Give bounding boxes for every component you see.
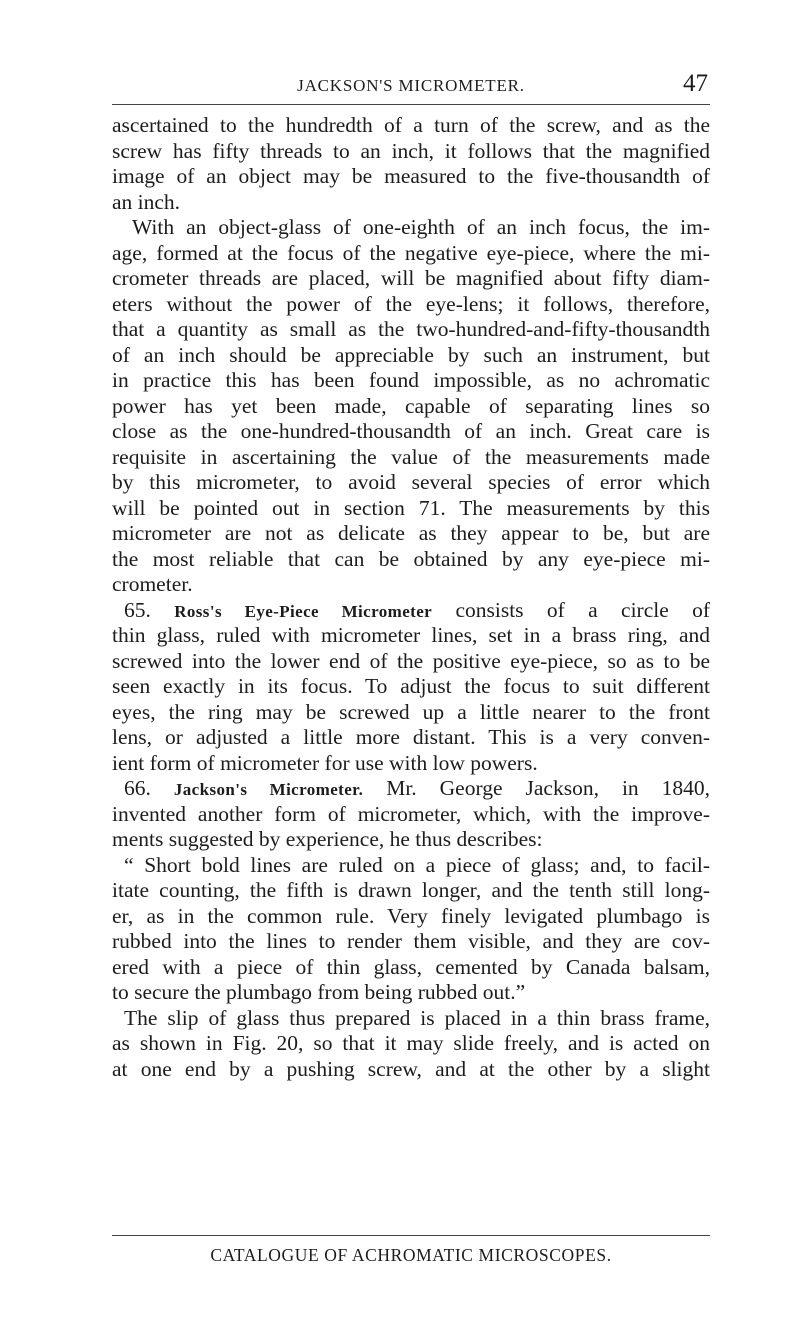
section-heading: Jackson's Micrometer.: [173, 780, 364, 799]
section-number: 65.: [124, 597, 151, 622]
text-line: ments suggested by experience, he thus describes:: [112, 827, 543, 851]
text-line: thin glass, ruled with micrometer lines, set in a brass ring, and: [112, 623, 710, 647]
text-line: image of an object may be measured to the five-thousandth of: [112, 164, 710, 188]
section-66-first-line: [112, 776, 710, 802]
text-line: in practice this has been found impossible, as no achromatic: [112, 368, 710, 392]
text-line: seen exactly in its focus. To adjust the focus to suit different: [112, 674, 710, 698]
text-line: eters without the power of the eye-lens; it follows, therefore,: [112, 291, 710, 316]
text-line: With an object-glass of one-eighth of an inch focus, the im-: [132, 215, 710, 239]
section-heading: Ross's Eye-Piece Micrometer: [174, 601, 433, 621]
text-line: at one end by a pushing screw, and at the other by a slight: [112, 1056, 710, 1081]
section-65-first-line: [112, 598, 710, 624]
text-line: close as the one-hundred-thousandth of an inch. Great care is: [112, 419, 710, 443]
quote-line: to secure the plumbago from being rubbed out.”: [112, 980, 526, 1004]
text-line: screwed into the lower end of the positive eye-piece, so as to be: [112, 648, 710, 673]
text-line: screw has fifty threads to an inch, it follows that the magnified: [112, 138, 710, 163]
quote-line: ered with a piece of thin glass, cemented by Canada balsam,: [112, 954, 710, 979]
text-line: crometer threads are placed, will be magnified about fifty diam-: [112, 266, 710, 290]
running-title: JACKSON'S MICROMETER.: [297, 76, 525, 95]
header-rule: [112, 104, 710, 105]
text-line: crometer.: [112, 572, 193, 596]
text-line: age, formed at the focus of the negative eye-piece, where the mi-: [112, 240, 710, 265]
text-line: power has yet been made, capable of separating lines so: [112, 393, 710, 418]
text-line: micrometer are not as delicate as they appear to be, but are: [112, 521, 710, 545]
text-line: lens, or adjusted a little more distant. This is a very conven-: [112, 725, 710, 749]
text-line: of an inch should be appreciable by such an instrument, but: [112, 342, 710, 367]
text-line: eyes, the ring may be screwed up a little nearer to the front: [112, 699, 710, 724]
text-line: invented another form of micrometer, which, with the improve-: [112, 801, 710, 826]
footer-rule: [112, 1235, 710, 1236]
text-line: ascertained to the hundredth of a turn of the screw, and as the: [112, 113, 710, 137]
section-text: Mr. George Jackson, in 1840,: [386, 776, 711, 800]
text-line: The slip of glass thus prepared is placed in a thin brass frame,: [124, 1005, 710, 1030]
text-line: requisite in ascertaining the value of the measurements made: [112, 444, 710, 469]
running-head: [112, 70, 710, 106]
text-line: by this micrometer, to avoid several species of error which: [112, 470, 710, 494]
text-line: that a quantity as small as the two-hundred-and-fifty-thousandth: [112, 317, 710, 341]
quote-line: rubbed into the lines to render them visible, and they are cov-: [112, 929, 710, 953]
quote-line: er, as in the common rule. Very finely levigated plumbago is: [112, 903, 710, 928]
body-text: [112, 113, 710, 1082]
text-line: the most reliable that can be obtained by any eye-piece mi-: [112, 546, 710, 571]
text-line: will be pointed out in section 71. The measurements by this: [112, 495, 710, 520]
section-text: consists of a circle of: [455, 597, 711, 622]
text-line: an inch.: [112, 189, 181, 214]
quote-line: itate counting, the fifth is drawn longer, and the tenth still long-: [112, 878, 710, 902]
page-footer: CATALOGUE OF ACHROMATIC MICROSCOPES.: [210, 1245, 612, 1265]
quote-line: “ Short bold lines are ruled on a piece of glass; and, to facil-: [124, 852, 710, 877]
page-number: 47: [683, 70, 708, 97]
text-line: as shown in Fig. 20, so that it may slide freely, and is acted on: [112, 1031, 710, 1055]
text-line: ient form of micrometer for use with low powers.: [112, 750, 538, 775]
section-number: 66.: [124, 776, 151, 800]
